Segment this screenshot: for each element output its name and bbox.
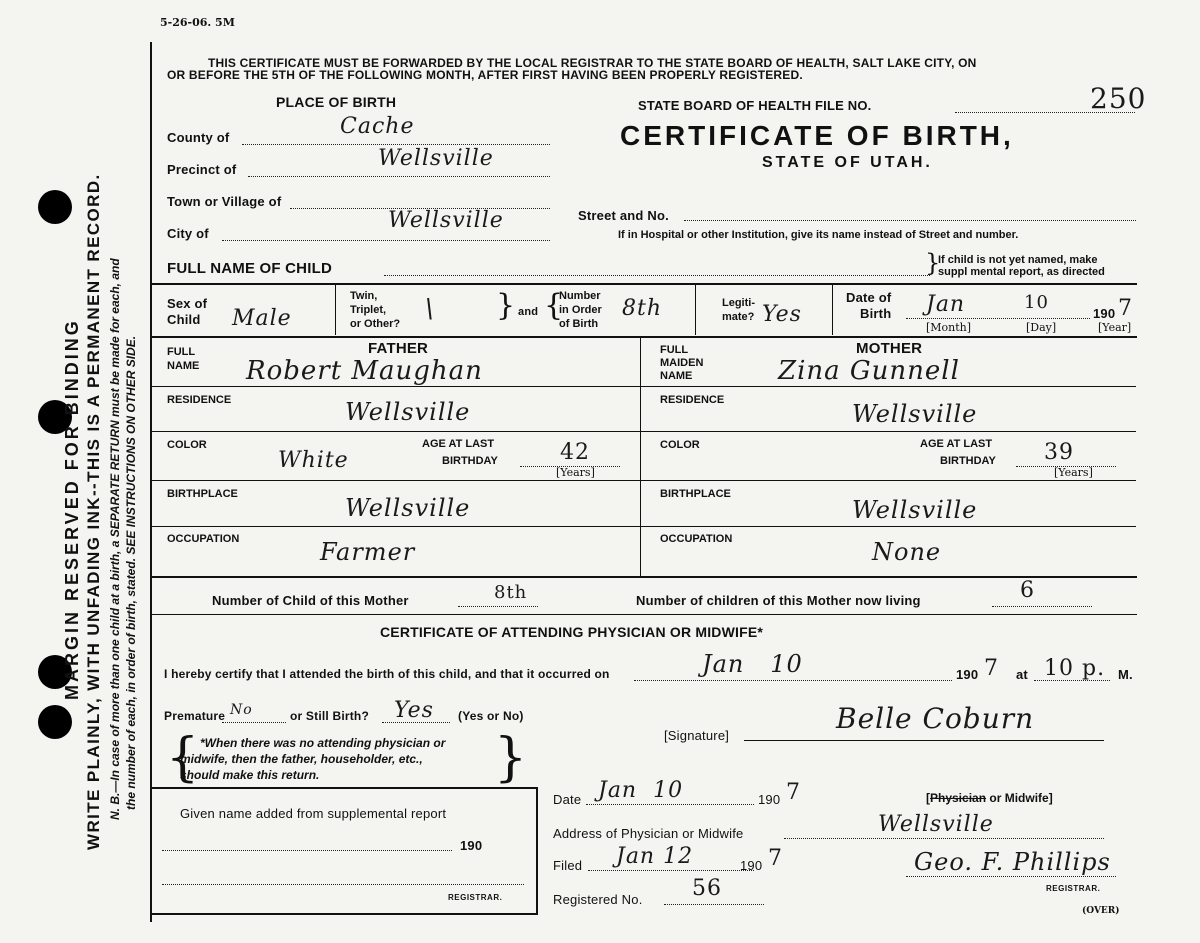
order-label-2: in Order <box>559 304 602 316</box>
registered-line <box>664 904 764 905</box>
filed-year-printed: 190 <box>740 858 763 873</box>
unnamed-note-1: If child is not yet named, make <box>938 254 1098 266</box>
registered-label: Registered No. <box>553 892 643 907</box>
binding-hole-4 <box>38 705 72 739</box>
dob-month-label: [Month] <box>926 321 972 334</box>
dob-label-2: Birth <box>860 306 892 321</box>
certify-text: I hereby certify that I attended the birth of this child, and that it occurred on <box>164 667 610 681</box>
parents-center-divider <box>640 336 641 576</box>
father-name-value[interactable]: Robert Maughan <box>246 356 483 386</box>
filed-line <box>588 870 754 871</box>
mother-residence-rule <box>640 431 1136 432</box>
premature-line <box>222 722 286 723</box>
filed-year-hand[interactable]: 7 <box>768 846 783 871</box>
father-age-value[interactable]: 42 <box>560 440 590 465</box>
dob-year-hand[interactable]: 7 <box>1118 296 1133 321</box>
mother-birthplace-label: BIRTHPLACE <box>660 488 731 500</box>
role-kept: or Midwife] <box>986 791 1053 805</box>
father-residence-value[interactable]: Wellsville <box>345 398 471 426</box>
margin-reserved-text: MARGIN RESERVED FOR BINDING <box>62 318 82 700</box>
county-line <box>242 144 550 145</box>
certify-m-label: M. <box>1118 667 1133 682</box>
father-color-rule <box>152 480 640 481</box>
sex-divider <box>335 285 336 335</box>
mother-name-label-3: NAME <box>660 370 693 382</box>
certify-year-hand[interactable]: 7 <box>984 656 999 681</box>
filing-registrar-label: REGISTRAR. <box>1046 884 1101 893</box>
father-name-label-2: NAME <box>167 360 200 372</box>
form-code: 5-26-06. 5M <box>160 16 235 29</box>
rule-after-parents <box>152 576 1137 578</box>
yes-no-label: (Yes or No) <box>458 709 524 723</box>
dob-day[interactable]: 10 <box>1024 292 1049 313</box>
physician-note-1: *When there was no attending physician or <box>200 736 446 750</box>
mother-residence-label: RESIDENCE <box>660 394 725 406</box>
certify-time-value[interactable]: 10 p. <box>1044 656 1106 681</box>
binding-hole-1 <box>38 190 72 224</box>
mother-residence-value[interactable]: Wellsville <box>852 400 978 428</box>
legit-label-1: Legiti- <box>722 297 755 309</box>
filed-value[interactable]: Jan 12 <box>616 844 694 869</box>
supplement-line-1 <box>162 850 452 851</box>
signature-value[interactable]: Belle Coburn <box>836 702 1035 735</box>
order-divider <box>695 285 696 335</box>
note-brace-right: } <box>494 728 528 788</box>
rule-after-child-row <box>152 336 1137 338</box>
county-value[interactable]: Cache <box>340 114 415 139</box>
dob-day-label: [Day] <box>1026 321 1057 334</box>
father-age-label-2: BIRTHDAY <box>442 455 498 467</box>
child-number-value[interactable]: 8th <box>494 582 528 603</box>
sex-value[interactable]: Male <box>232 306 292 331</box>
twin-brace: } <box>496 288 516 323</box>
father-occupation-value[interactable]: Farmer <box>320 538 416 566</box>
city-line <box>222 240 550 241</box>
child-name-label: FULL NAME OF CHILD <box>167 260 332 277</box>
signature-line <box>744 740 1104 741</box>
write-plainly-text: WRITE PLAINLY, WITH UNFADING INK--THIS IS A PERMANENT RECORD. <box>84 173 103 850</box>
street-line <box>684 220 1136 221</box>
certify-date-line <box>634 680 952 681</box>
legit-label-2: mate? <box>722 311 755 323</box>
certificate-title: CERTIFICATE OF BIRTH, <box>620 120 1014 151</box>
father-birthplace-rule <box>152 526 640 527</box>
order-label-3: of Birth <box>559 318 599 330</box>
dob-year-printed: 190 <box>1093 306 1116 321</box>
living-count-label: Number of children of this Mother now living <box>636 593 921 608</box>
and-label: and <box>518 306 539 318</box>
supplement-heading: Given name added from supplemental report <box>180 806 447 821</box>
certify-at-label: at <box>1016 667 1028 682</box>
mother-name-label-1: FULL <box>660 344 689 356</box>
father-occupation-label: OCCUPATION <box>167 533 240 545</box>
child-number-label: Number of Child of this Mother <box>212 593 409 608</box>
role-struck: Physician <box>930 791 987 805</box>
father-color-value[interactable]: White <box>278 448 349 473</box>
precinct-line <box>248 176 550 177</box>
registrar-signature[interactable]: Geo. F. Phillips <box>914 848 1111 876</box>
nb-note-line1: N. B.—In case of more than one child at a birth, a SEPARATE RETURN must be made for each, and <box>108 258 122 820</box>
certify-date-value[interactable]: Jan 10 <box>702 650 803 678</box>
instruction-line-2: OR BEFORE THE 5TH OF THE FOLLOWING MONTH, AFTER FIRST HAVING BEEN PROPERLY REGISTERED. <box>167 68 803 82</box>
twin-label-1: Twin, <box>350 290 378 302</box>
dob-line <box>906 318 1090 319</box>
mother-age-label-2: BIRTHDAY <box>940 455 996 467</box>
father-residence-label: RESIDENCE <box>167 394 232 406</box>
date-year-printed: 190 <box>758 792 781 807</box>
rule-after-counts <box>152 614 1137 615</box>
father-years-label: [Years] <box>556 466 595 479</box>
order-brace: { <box>544 288 564 323</box>
twin-value[interactable]: \ <box>425 294 435 324</box>
twin-label-2: Triplet, <box>350 304 387 316</box>
sex-label-2: Child <box>167 312 201 327</box>
place-of-birth-heading: PLACE OF BIRTH <box>276 94 397 110</box>
street-label: Street and No. <box>578 208 669 223</box>
mother-occupation-label: OCCUPATION <box>660 533 733 545</box>
city-value[interactable]: Wellsville <box>388 208 504 233</box>
child-name-line <box>384 275 930 276</box>
dob-year-label: [Year] <box>1098 321 1132 334</box>
signature-label: [Signature] <box>664 728 730 743</box>
mother-color-label: COLOR <box>660 439 700 451</box>
address-value[interactable]: Wellsville <box>878 812 994 837</box>
father-birthplace-label: BIRTHPLACE <box>167 488 238 500</box>
instruction-line-1: THIS CERTIFICATE MUST BE FORWARDED BY THE LOCAL REGISTRAR TO THE STATE BOARD OF HEALTH, SALT LAKE CITY, ON <box>208 56 977 70</box>
mother-name-label-2: MAIDEN <box>660 357 704 369</box>
mother-birthplace-value[interactable]: Wellsville <box>852 496 978 524</box>
premature-value[interactable]: No <box>230 702 253 718</box>
mother-age-label-1: AGE AT LAST <box>920 438 993 450</box>
father-color-label: COLOR <box>167 439 207 451</box>
file-no-label: STATE BOARD OF HEALTH FILE NO. <box>638 98 872 113</box>
living-count-value[interactable]: 6 <box>1020 578 1035 603</box>
physician-note-2: midwife, then the father, householder, etc., <box>180 752 423 766</box>
file-no-value[interactable]: 250 <box>1090 82 1147 115</box>
date-line <box>586 804 754 805</box>
filed-label: Filed <box>553 858 583 873</box>
father-name-rule <box>152 386 640 387</box>
supplement-year: 190 <box>460 838 483 853</box>
supplement-registrar-label: REGISTRAR. <box>448 893 503 902</box>
certify-year-printed: 190 <box>956 667 979 682</box>
registered-value[interactable]: 56 <box>692 876 722 901</box>
order-label-1: Number <box>559 290 601 302</box>
sex-label-1: Sex of <box>167 296 208 311</box>
nb-note-line2: the number of each, in order of birth, stated. SEE INSTRUCTIONS ON OTHER SIDE. <box>124 335 138 810</box>
address-line <box>784 838 1104 839</box>
hospital-note: If in Hospital or other Institution, give its name instead of Street and number. <box>618 229 1019 241</box>
city-label: City of <box>167 226 209 241</box>
town-label: Town or Village of <box>167 194 282 209</box>
mother-color-rule <box>640 480 1136 481</box>
legit-divider <box>832 285 833 335</box>
over-label: (OVER) <box>1082 906 1120 916</box>
precinct-label: Precinct of <box>167 162 237 177</box>
father-heading: FATHER <box>368 340 429 357</box>
role-open: [ <box>926 791 930 805</box>
supplement-line-2 <box>162 884 524 885</box>
role-label <box>926 791 1053 805</box>
legit-value[interactable]: Yes <box>762 302 802 327</box>
mother-years-label: [Years] <box>1054 466 1093 479</box>
mother-name-rule <box>640 386 1136 387</box>
still-birth-label: or Still Birth? <box>290 709 369 723</box>
father-age-label-1: AGE AT LAST <box>422 438 495 450</box>
father-birthplace-value[interactable]: Wellsville <box>345 494 471 522</box>
dob-label-1: Date of <box>846 290 892 305</box>
still-birth-value[interactable]: Yes <box>394 698 434 723</box>
county-label: County of <box>167 130 230 145</box>
dob-month[interactable]: Jan <box>926 292 966 317</box>
unnamed-note-2: suppl mental report, as directed <box>938 266 1105 278</box>
mother-occupation-value[interactable]: None <box>872 538 942 566</box>
address-label: Address of Physician or Midwife <box>553 826 744 841</box>
physician-note-3: should make this return. <box>180 768 320 782</box>
living-count-line <box>992 606 1092 607</box>
order-value[interactable]: 8th <box>622 296 663 321</box>
mother-name-value[interactable]: Zina Gunnell <box>778 356 960 386</box>
father-residence-rule <box>152 431 640 432</box>
date-year-hand[interactable]: 7 <box>786 780 801 805</box>
note-brace-left: { <box>166 728 200 788</box>
premature-label: Premature <box>164 709 226 723</box>
registrar-signature-line <box>906 876 1116 877</box>
twin-label-3: or Other? <box>350 318 401 330</box>
mother-heading: MOTHER <box>856 340 923 357</box>
precinct-value[interactable]: Wellsville <box>378 146 494 171</box>
rule-after-name <box>152 283 1137 285</box>
unnamed-brace: } <box>925 249 941 277</box>
certificate-subtitle: STATE OF UTAH. <box>762 154 933 171</box>
mother-birthplace-rule <box>640 526 1136 527</box>
father-name-label-1: FULL <box>167 346 196 358</box>
physician-heading: CERTIFICATE OF ATTENDING PHYSICIAN OR MIDWIFE* <box>380 624 764 640</box>
date-label: Date <box>553 792 582 807</box>
child-number-line <box>458 606 538 607</box>
mother-age-value[interactable]: 39 <box>1044 440 1074 465</box>
date-value[interactable]: Jan 10 <box>598 778 684 803</box>
